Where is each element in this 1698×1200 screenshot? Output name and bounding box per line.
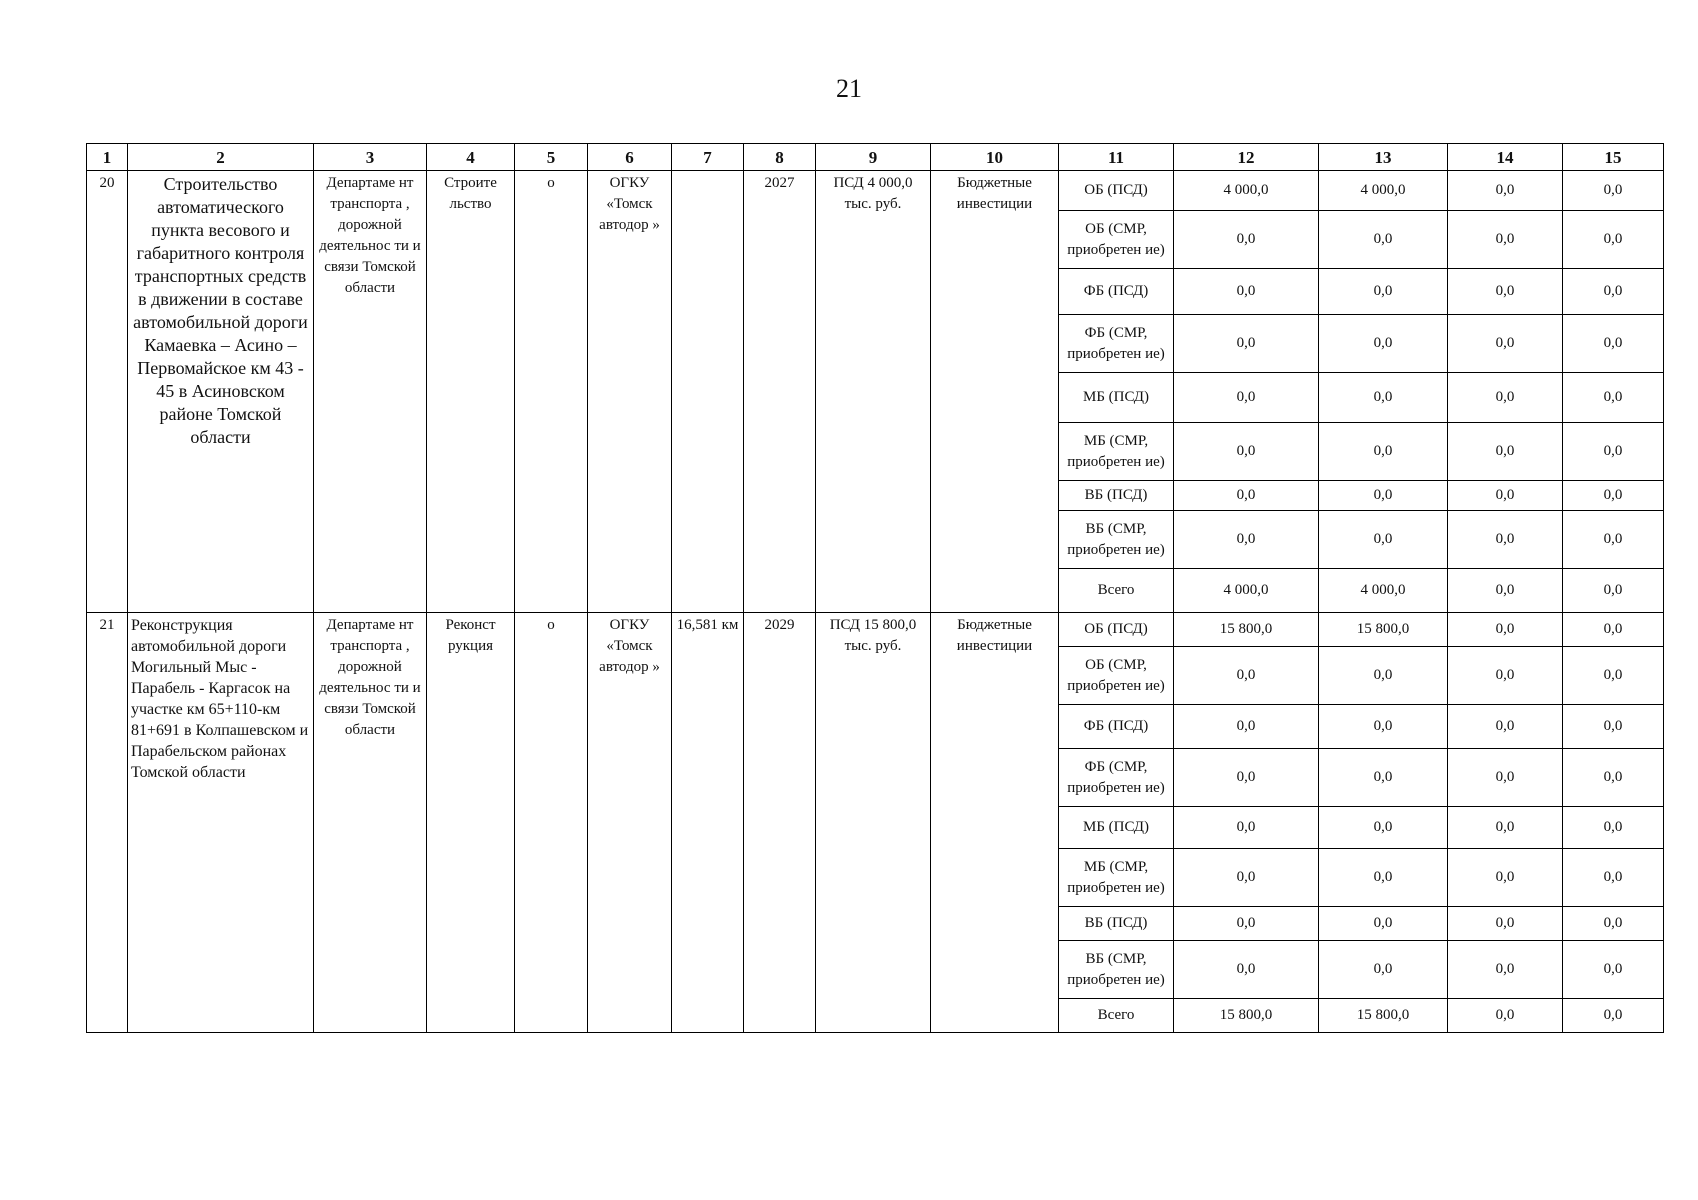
- value-cell: 0,0: [1319, 647, 1448, 705]
- col-header: 2: [128, 144, 314, 171]
- value-cell: 0,0: [1174, 849, 1319, 907]
- row-number: 20: [87, 171, 128, 613]
- funding-source: ФБ (СМР, приобретен ие): [1059, 315, 1174, 373]
- funding-source: МБ (СМР, приобретен ие): [1059, 849, 1174, 907]
- value-cell: 0,0: [1563, 613, 1664, 647]
- funding-source: Всего: [1059, 569, 1174, 613]
- value-cell: 0,0: [1319, 269, 1448, 315]
- work-type: Реконст рукция: [427, 613, 515, 1033]
- col-header: 6: [588, 144, 672, 171]
- funding-source: Всего: [1059, 999, 1174, 1033]
- value-cell: 15 800,0: [1319, 613, 1448, 647]
- value-cell: 4 000,0: [1319, 171, 1448, 211]
- value-cell: 0,0: [1174, 211, 1319, 269]
- col-header: 10: [931, 144, 1059, 171]
- value-cell: 0,0: [1563, 705, 1664, 749]
- capacity: 16,581 км: [672, 613, 744, 1033]
- col-header: 1: [87, 144, 128, 171]
- col-5-value: о: [515, 171, 588, 613]
- value-cell: 0,0: [1319, 807, 1448, 849]
- value-cell: 0,0: [1563, 647, 1664, 705]
- col-header: 8: [744, 144, 816, 171]
- value-cell: 0,0: [1319, 849, 1448, 907]
- value-cell: 0,0: [1174, 907, 1319, 941]
- investment-type: Бюджетные инвестиции: [931, 613, 1059, 1033]
- funding-source: ФБ (ПСД): [1059, 269, 1174, 315]
- value-cell: 0,0: [1448, 705, 1563, 749]
- investment-table: [86, 143, 1664, 1033]
- funding-source: ВБ (СМР, приобретен ие): [1059, 511, 1174, 569]
- value-cell: 0,0: [1174, 269, 1319, 315]
- value-cell: 0,0: [1563, 849, 1664, 907]
- value-cell: 0,0: [1448, 423, 1563, 481]
- page-number: 21: [836, 74, 862, 103]
- value-cell: 0,0: [1563, 511, 1664, 569]
- value-cell: 0,0: [1174, 315, 1319, 373]
- object-name: Строительство автоматического пункта весового и габаритного контроля транспортных средств в движении в составе автомобильной дороги Камаевка – Асино – Первомайское км 43 - 45 в Асиновском районе Томской области: [128, 171, 314, 613]
- col-header: 11: [1059, 144, 1174, 171]
- value-cell: 0,0: [1174, 807, 1319, 849]
- cost: ПСД 4 000,0 тыс. руб.: [816, 171, 931, 613]
- customer: ОГКУ «Томск автодор »: [588, 613, 672, 1033]
- value-cell: 0,0: [1563, 481, 1664, 511]
- funding-source: ФБ (ПСД): [1059, 705, 1174, 749]
- value-cell: 0,0: [1319, 373, 1448, 423]
- funding-source: МБ (ПСД): [1059, 373, 1174, 423]
- value-cell: 0,0: [1319, 481, 1448, 511]
- col-5-value: о: [515, 613, 588, 1033]
- year: 2027: [744, 171, 816, 613]
- funding-source: МБ (СМР, приобретен ие): [1059, 423, 1174, 481]
- value-cell: 0,0: [1174, 481, 1319, 511]
- funding-source: ВБ (СМР, приобретен ие): [1059, 941, 1174, 999]
- col-header: 3: [314, 144, 427, 171]
- investment-type: Бюджетные инвестиции: [931, 171, 1059, 613]
- value-cell: 0,0: [1448, 481, 1563, 511]
- col-header: 4: [427, 144, 515, 171]
- value-cell: 0,0: [1448, 749, 1563, 807]
- department: Департаме нт транспорта , дорожной деятельнос ти и связи Томской области: [314, 171, 427, 613]
- funding-source: ОБ (ПСД): [1059, 171, 1174, 211]
- funding-source: ВБ (ПСД): [1059, 481, 1174, 511]
- value-cell: 0,0: [1319, 511, 1448, 569]
- value-cell: 4 000,0: [1174, 171, 1319, 211]
- funding-source: МБ (ПСД): [1059, 807, 1174, 849]
- value-cell: 0,0: [1174, 423, 1319, 481]
- funding-source: ОБ (СМР, приобретен ие): [1059, 647, 1174, 705]
- value-cell: 0,0: [1319, 705, 1448, 749]
- value-cell: 0,0: [1448, 511, 1563, 569]
- value-cell: 4 000,0: [1174, 569, 1319, 613]
- value-cell: 0,0: [1448, 373, 1563, 423]
- value-cell: 0,0: [1319, 423, 1448, 481]
- value-cell: 0,0: [1448, 999, 1563, 1033]
- header-row: [87, 144, 1664, 171]
- col-header: 7: [672, 144, 744, 171]
- value-cell: 0,0: [1563, 941, 1664, 999]
- value-cell: 0,0: [1448, 613, 1563, 647]
- object-name: Реконструкция автомобильной дороги Могильный Мыс - Парабель - Каргасок на участке км 65+110-км 81+691 в Колпашевском и Парабельском районах Томской области: [128, 613, 314, 1033]
- table-row: [87, 613, 1664, 647]
- value-cell: 0,0: [1563, 211, 1664, 269]
- col-header: 15: [1563, 144, 1664, 171]
- value-cell: 0,0: [1448, 569, 1563, 613]
- value-cell: 0,0: [1448, 849, 1563, 907]
- value-cell: 0,0: [1448, 907, 1563, 941]
- value-cell: 0,0: [1563, 315, 1664, 373]
- col-header: 9: [816, 144, 931, 171]
- funding-source: ФБ (СМР, приобретен ие): [1059, 749, 1174, 807]
- value-cell: 0,0: [1319, 315, 1448, 373]
- capacity: [672, 171, 744, 613]
- value-cell: 0,0: [1563, 171, 1664, 211]
- value-cell: 0,0: [1563, 749, 1664, 807]
- value-cell: 0,0: [1448, 171, 1563, 211]
- value-cell: 0,0: [1174, 941, 1319, 999]
- customer: ОГКУ «Томск автодор »: [588, 171, 672, 613]
- value-cell: 0,0: [1448, 269, 1563, 315]
- row-number: 21: [87, 613, 128, 1033]
- value-cell: 0,0: [1319, 211, 1448, 269]
- value-cell: 0,0: [1563, 423, 1664, 481]
- value-cell: 0,0: [1448, 315, 1563, 373]
- value-cell: 0,0: [1563, 907, 1664, 941]
- cost: ПСД 15 800,0 тыс. руб.: [816, 613, 931, 1033]
- year: 2029: [744, 613, 816, 1033]
- col-header: 14: [1448, 144, 1563, 171]
- value-cell: 0,0: [1174, 511, 1319, 569]
- funding-source: ВБ (ПСД): [1059, 907, 1174, 941]
- funding-source: ОБ (ПСД): [1059, 613, 1174, 647]
- value-cell: 15 800,0: [1174, 999, 1319, 1033]
- value-cell: 0,0: [1448, 941, 1563, 999]
- value-cell: 0,0: [1174, 647, 1319, 705]
- work-type: Строите льство: [427, 171, 515, 613]
- col-header: 13: [1319, 144, 1448, 171]
- value-cell: 0,0: [1174, 373, 1319, 423]
- value-cell: 0,0: [1563, 807, 1664, 849]
- value-cell: 0,0: [1563, 999, 1664, 1033]
- value-cell: 0,0: [1319, 749, 1448, 807]
- value-cell: 15 800,0: [1319, 999, 1448, 1033]
- value-cell: 0,0: [1174, 705, 1319, 749]
- value-cell: 0,0: [1319, 941, 1448, 999]
- value-cell: 0,0: [1448, 647, 1563, 705]
- value-cell: 0,0: [1563, 569, 1664, 613]
- value-cell: 0,0: [1448, 211, 1563, 269]
- value-cell: 0,0: [1174, 749, 1319, 807]
- value-cell: 0,0: [1563, 269, 1664, 315]
- table-row: [87, 171, 1664, 211]
- value-cell: 4 000,0: [1319, 569, 1448, 613]
- funding-source: ОБ (СМР, приобретен ие): [1059, 211, 1174, 269]
- value-cell: 0,0: [1319, 907, 1448, 941]
- col-header: 5: [515, 144, 588, 171]
- value-cell: 0,0: [1563, 373, 1664, 423]
- department: Департаме нт транспорта , дорожной деятельнос ти и связи Томской области: [314, 613, 427, 1033]
- col-header: 12: [1174, 144, 1319, 171]
- value-cell: 0,0: [1448, 807, 1563, 849]
- value-cell: 15 800,0: [1174, 613, 1319, 647]
